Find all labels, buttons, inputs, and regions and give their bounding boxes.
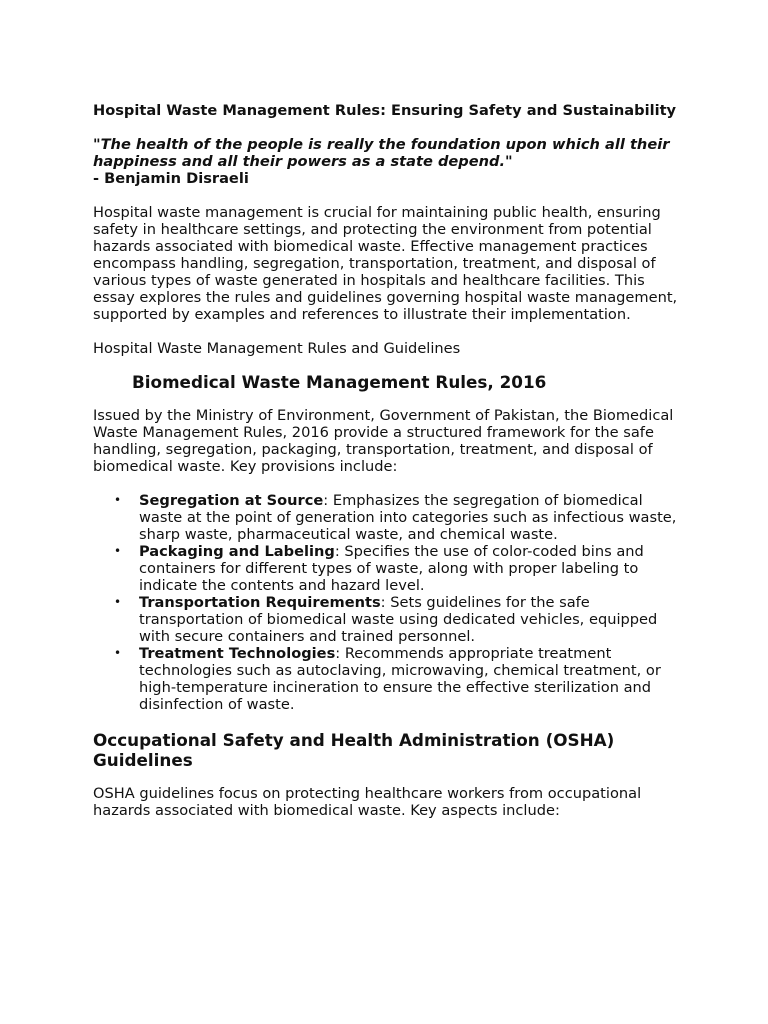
bullet-icon: • [114, 544, 122, 558]
section-body-biomedical-rules: Issued by the Ministry of Environment, Government of Pakistan, the Biomedical Waste Management Rules, 2016 provide a structured framework for the safe handling, segregation, packaging, transportation, treatment, and disposal of biomedical waste. Key provisions include: [93, 407, 674, 475]
section-body-osha: OSHA guidelines focus on protecting healthcare workers from occupational hazards associated with biomedical waste. Key aspects include: [93, 785, 642, 819]
list-item [93, 645, 683, 713]
list-item [93, 492, 683, 543]
provisions-list [93, 492, 683, 713]
bullet-icon: • [114, 595, 122, 609]
list-item-text: : Sets guidelines for the safe transportation of biomedical waste using dedicated vehicles, equipped with secure containers and trained personnel. [139, 594, 658, 645]
rules-heading: Hospital Waste Management Rules and Guidelines [93, 340, 461, 357]
list-item-term: Treatment Technologies [139, 645, 336, 662]
list-item [93, 543, 683, 594]
list-item-term: Transportation Requirements [139, 594, 381, 611]
quote-text: "The health of the people is really the foundation upon which all their happiness and all their powers as a state depend." [93, 136, 670, 170]
quote-author: - Benjamin Disraeli [93, 170, 249, 187]
section-heading-biomedical-rules: Biomedical Waste Management Rules, 2016 [132, 372, 547, 392]
list-item-text: : Emphasizes the segregation of biomedical waste at the point of generation into categories such as infectious waste, sharp waste, pharmaceutical waste, and chemical waste. [139, 492, 677, 543]
document-page [93, 102, 683, 819]
intro-paragraph: Hospital waste management is crucial for maintaining public health, ensuring safety in healthcare settings, and protecting the environment from potential hazards associated with biomedical waste. Effective management practices encompass handling, segregation, transportation, treatment, and disposal of various types of waste generated in hospitals and healthcare facilities. This essay explores the rules and guidelines governing hospital waste management, supported by examples and references to illustrate their implementation. [93, 204, 678, 323]
section-heading-osha: Occupational Safety and Health Administration (OSHA) Guidelines [93, 730, 615, 770]
epigraph-quote [93, 136, 683, 187]
list-item-text: : Recommends appropriate treatment technologies such as autoclaving, microwaving, chemical treatment, or high-temperature incineration to ensure the effective sterilization and disinfection of waste. [139, 645, 661, 713]
list-item [93, 594, 683, 645]
document-title: Hospital Waste Management Rules: Ensuring Safety and Sustainability [93, 102, 677, 119]
bullet-icon: • [114, 646, 122, 660]
bullet-icon: • [114, 493, 122, 507]
list-item-term: Segregation at Source [139, 492, 324, 509]
list-item-text: : Specifies the use of color-coded bins and containers for different types of waste, along with proper labeling to indicate the contents and hazard level. [139, 543, 644, 594]
list-item-term: Packaging and Labeling [139, 543, 335, 560]
